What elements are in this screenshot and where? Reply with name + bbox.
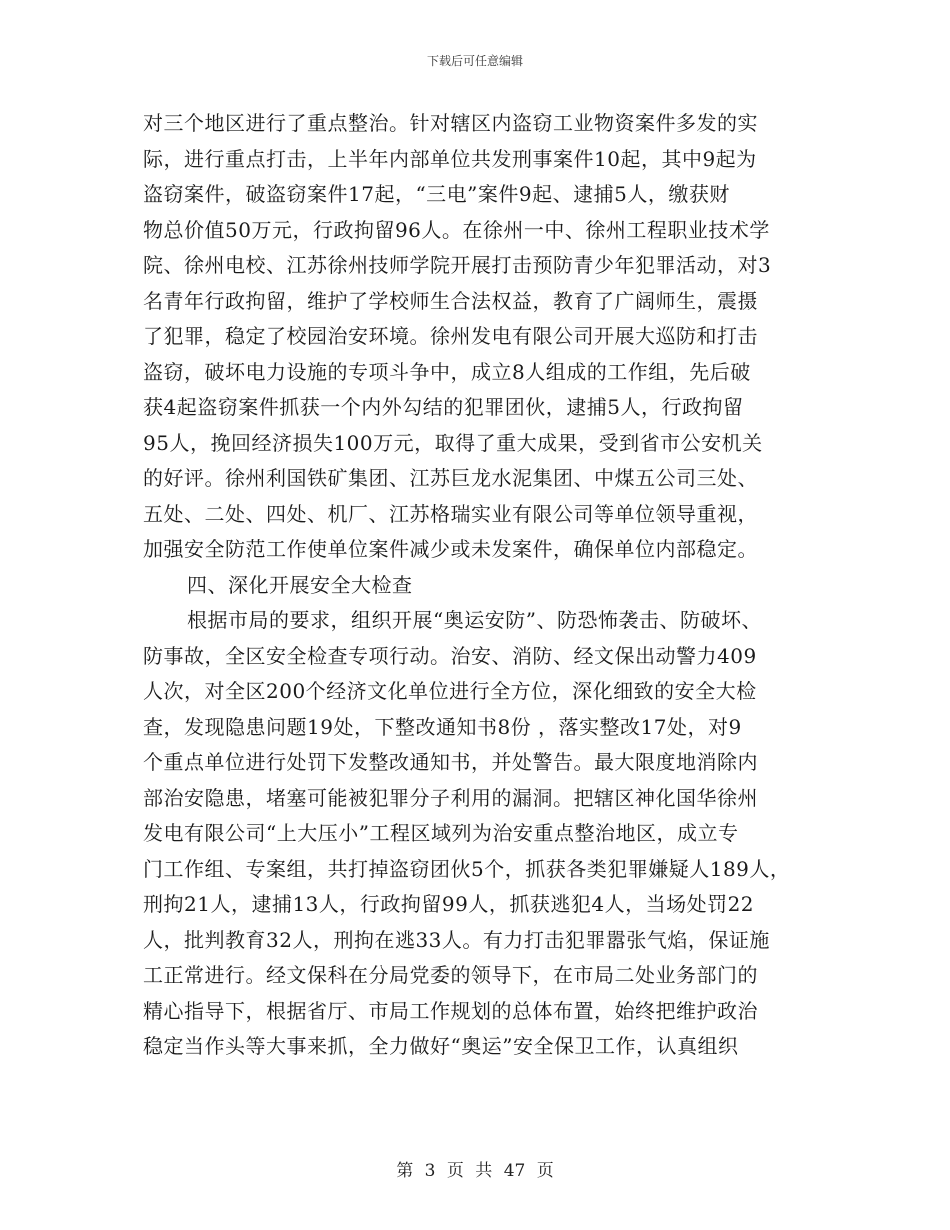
body-line: 的好评。徐州利国铁矿集团、江苏巨龙水泥集团、中煤五公司三处、 [143,466,758,490]
body-line: 盗窃，破坏电力设施的专项斗争中，成立8人组成的工作组，先后破 [143,359,751,384]
body-line: 对三个地区进行了重点整治。针对辖区内盗窃工业物资案件多发的实 [143,111,758,135]
body-line: 了犯罪，稳定了校园治安环境。徐州发电有限公司开展大巡防和打击 [143,324,758,348]
body-line: 加强安全防范工作使单位案件减少或未发案件，确保单位内部稳定。 [143,537,758,561]
body-line: 部治安隐患，堵塞可能被犯罪分子利用的漏洞。把辖区神化国华徐州 [143,785,758,810]
body-line: 名青年行政拘留，维护了学校师生合法权益，教育了广阔师生，震摄 [143,288,758,313]
body-line: 物总价值50万元，行政拘留96人。在徐州一中、徐州工程职业技术学 [143,217,770,242]
body-line: 人次，对全区200个经济文化单位进行全方位，深化细致的安全大检 [143,679,757,703]
section-heading: 四、深化开展安全大检查 [187,572,413,597]
body-line: 刑拘21人，逮捕13人，行政拘留99人，抓获逃犯4人，当场处罚22 [143,892,755,916]
body-line: 人，批判教育32人，刑拘在逃33人。有力打击犯罪嚣张气焰，保证施 [143,927,770,952]
body-line: 际，进行重点打击，上半年内部单位共发刑事案件10起，其中9起为 [143,146,757,171]
body-line: 查，发现隐患问题19处，下整改通知书8份 ，落实整改17处，对9 [143,714,742,739]
document-body [143,106,823,1065]
body-line: 发电有限公司“上大压小”工程区域列为治安重点整治地区，成立专 [143,821,739,845]
body-line: 五处、二处、四处、机厂、江苏格瑞实业有限公司等单位领导重视， [143,501,758,526]
body-line: 根据市局的要求，组织开展“奥运安防”、防恐怖袭击、防破坏、 [187,608,762,632]
body-line: 院、徐州电校、江苏徐州技师学院开展打击预防青少年犯罪活动，对3 [143,253,772,277]
body-line: 门工作组、专案组，共打掉盗窃团伙5个，抓获各类犯罪嫌疑人189人， [143,856,791,881]
body-line: 稳定当作头等大事来抓，全力做好“奥运”安全保卫工作，认真组织 [143,1034,739,1058]
body-line: 精心指导下，根据省厅、市局工作规划的总体布置，始终把维护政治 [143,998,758,1023]
body-line: 工正常进行。经文保科在分局党委的领导下，在市局二处业务部门的 [143,963,758,987]
body-line: 防事故，全区安全检查专项行动。治安、消防、经文保出动警力409 [143,643,757,668]
body-line: 盗窃案件，破盗窃案件17起，“三电”案件9起、逮捕5人，缴获财 [143,182,730,206]
page-header: 下载后可任意编辑 [426,54,523,68]
page-footer: 第 3 页 共 47 页 [396,1161,554,1181]
body-line: 95人，挽回经济损失100万元，取得了重大成果，受到省市公安机关 [143,430,763,455]
body-line: 获4起盗窃案件抓获一个内外勾结的犯罪团伙，逮捕5人，行政拘留 [143,395,744,419]
body-line: 个重点单位进行处罚下发整改通知书，并处警告。最大限度地消除内 [143,750,758,774]
